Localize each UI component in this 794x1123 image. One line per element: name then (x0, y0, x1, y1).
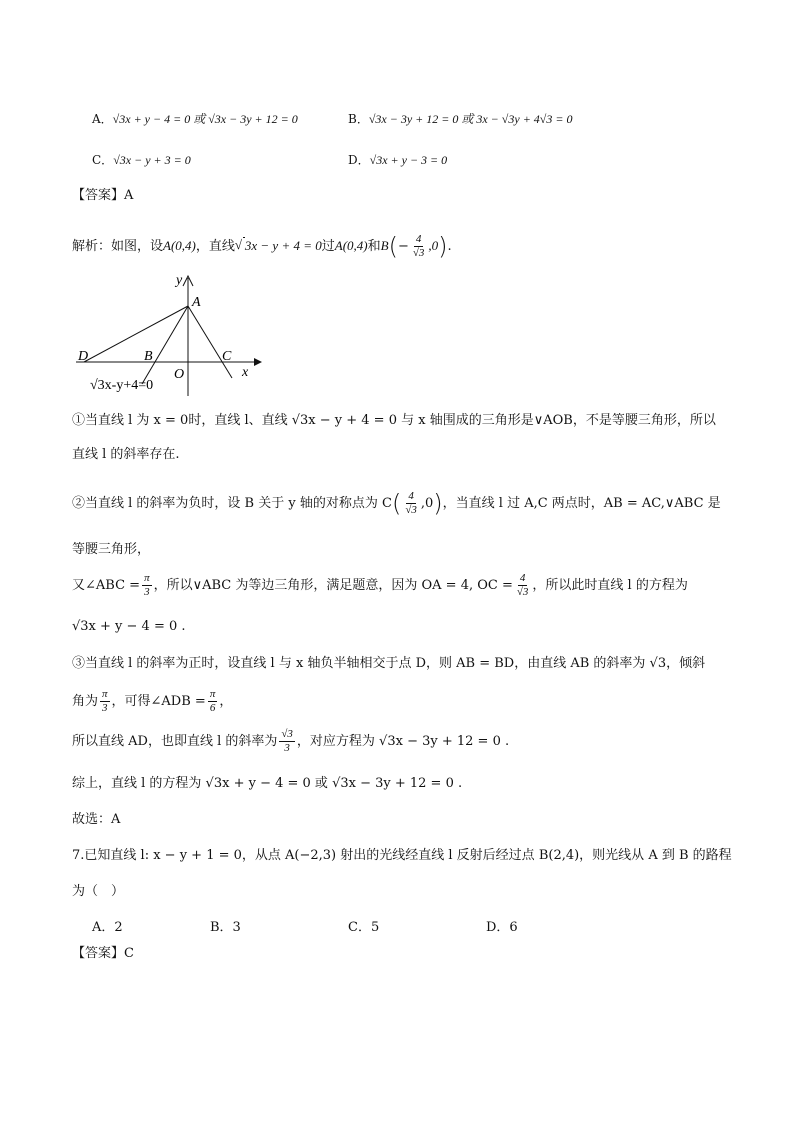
fraction-oc: $\frac{4}{√3}$ (516, 572, 529, 598)
case-3-line-2 (72, 688, 232, 716)
case-2-text-b: ，当直线 l 过 A,C 两点时，AB = AC,∨ABC 是 (442, 496, 721, 511)
line-equation: 3x − y + 4 = 0 (244, 238, 322, 253)
option-c (92, 151, 191, 168)
option-b-label: B． (348, 112, 369, 126)
case-2-text-a: ②当直线 l 的斜率为负时，设 B 关于 y 轴的对称点为 C (72, 496, 392, 511)
question-7-stem-1: 7.已知直线 l: x − y + 1 = 0，从点 A(−2,3) 射出的光线经直线 l 反射后经过点 B(2,4)，则光线从 A 到 B 的路程 (72, 848, 732, 863)
option-c-text: √3x − y + 3 = 0 (113, 153, 191, 167)
equilateral-line (72, 572, 688, 600)
x-axis-arrow-icon (254, 358, 262, 366)
case-1-line-1: ①当直线 l 为 x = 0时，直线 l、直线 √3x − y + 4 = 0 与 x 轴围成的三角形是∨AOB，不是等腰三角形，所以 (72, 413, 716, 428)
slope-line (72, 728, 509, 756)
choice-line: 故选：A (72, 812, 121, 827)
fraction-c: $\frac{4}{√3}$ (405, 490, 417, 516)
equilateral-text: ，所以∨ABC 为等边三角形，满足题意，因为 OA = 4, OC = (153, 578, 513, 593)
fraction-pi-3b: $\frac{\pi}{3}$ (102, 688, 108, 714)
intro-text-3: 过 (321, 239, 335, 254)
x-label: x (242, 365, 249, 380)
line-da (84, 306, 188, 362)
point-a-2: A(0,4) (334, 238, 368, 253)
angle-adb-text: ，可得∠ADB = (111, 694, 206, 709)
label-a: A (192, 295, 201, 310)
q7-option-d: D．6 (486, 920, 518, 935)
equation-result-1: √3x + y − 4 = 0 . (72, 619, 186, 634)
comma: ， (219, 694, 233, 709)
slope-equation: ，对应方程为 √3x − 3y + 12 = 0 . (296, 734, 510, 749)
point-b-label: B (380, 238, 389, 253)
slope-text: 所以直线 AD，也即直线 l 的斜率为 (72, 734, 278, 749)
angle-text: 又∠ABC = (72, 578, 141, 593)
option-b (348, 110, 572, 127)
fraction-slope: $\frac{√3}{3}$ (281, 728, 293, 754)
fraction: $\frac{4}{√3}$ (412, 233, 425, 259)
line-equation-label: √3x-y+4=0 (90, 378, 154, 393)
point-a: A(0,4) (163, 238, 196, 253)
option-c-label: C． (92, 153, 114, 167)
fraction-pi-3: $\frac{\pi}{3}$ (144, 572, 150, 598)
q7-option-c: C．5 (348, 920, 380, 935)
line-ac (188, 306, 232, 378)
option-d-label: D． (348, 153, 370, 167)
angle-label: 角为 (72, 694, 99, 709)
q7-option-a: A．2 (92, 920, 123, 935)
intro-text-2: ，直线 (195, 239, 235, 254)
case-1-line-2: 直线 l 的斜率存在. (72, 447, 180, 462)
analysis-intro: 解析：如图，设A(0,4)，直线√ 3x − y + 4 = 0过A(0,4)和B(− $\frac{4}{√3}$ ,0). (72, 232, 452, 261)
fraction-pi-6: $\frac{\pi}{6}$ (209, 688, 216, 714)
q7-answer: 【答案】C (72, 946, 134, 961)
equation-intro: ，所以此时直线 l 的方程为 (532, 578, 688, 593)
label-d: D (78, 349, 89, 364)
option-d-text: √3x + y − 3 = 0 (369, 153, 448, 167)
option-b-text: √3x − 3y + 12 = 0 或 3x − √3y + 4√3 = 0 (368, 112, 573, 126)
case-3-line-1: ③当直线 l 的斜率为正时，设直线 l 与 x 轴负半轴相交于点 D，则 AB = BD，由直线 AB 的斜率为 √3，倾斜 (72, 656, 706, 671)
intro-text: 解析：如图，设 (72, 239, 164, 254)
option-a-label: A． (92, 112, 113, 126)
label-c: C (222, 349, 232, 364)
answer-label: 【答案】A (72, 188, 134, 203)
point-b-y: ,0 (428, 238, 439, 253)
case-2-line-2: 等腰三角形， (72, 542, 151, 557)
geometry-figure (72, 268, 272, 398)
q7-option-b: B．3 (210, 920, 241, 935)
label-b: B (144, 349, 153, 364)
summary-line: 综上，直线 l 的方程为 √3x + y − 4 = 0 或 √3x − 3y + 12 = 0 . (72, 776, 463, 791)
label-o: O (174, 367, 185, 382)
option-a (92, 110, 298, 127)
question-7-stem-2: 为（ ） (72, 884, 125, 899)
case-2-line-1: ②当直线 l 的斜率为负时，设 B 关于 y 轴的对称点为 C( $\frac{4}{√3}$ ,0)，当直线 l 过 A,C 两点时，AB = AC,∨ABC 是 (72, 489, 721, 518)
intro-text-4: 和 (367, 239, 381, 254)
option-d (348, 151, 447, 168)
y-label: y (176, 273, 183, 288)
option-a-text: √3x + y − 4 = 0 或 √3x − 3y + 12 = 0 (112, 112, 298, 126)
